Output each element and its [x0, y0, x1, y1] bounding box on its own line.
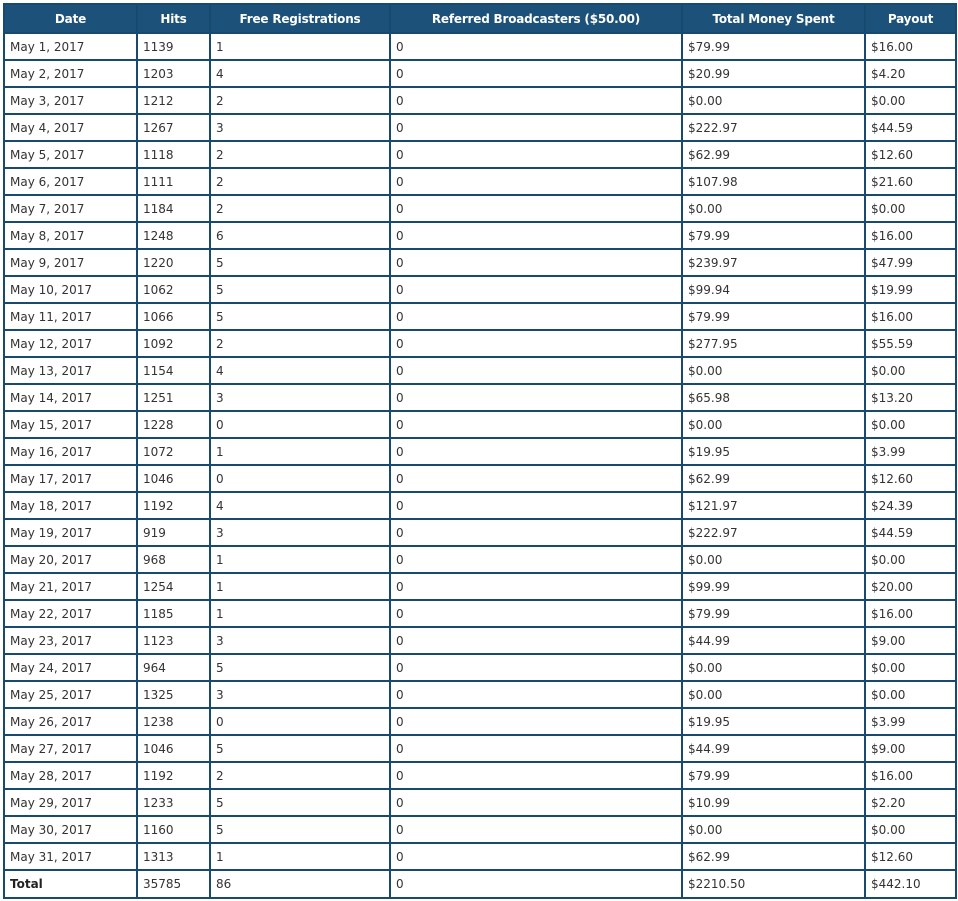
table-row [4, 816, 956, 843]
cell-payout: $55.59 [865, 330, 956, 357]
cell-payout: $0.00 [865, 87, 956, 114]
cell-total-money-spent: $0.00 [682, 411, 865, 438]
cell-hits: 1111 [137, 168, 210, 195]
cell-date: May 24, 2017 [4, 654, 137, 681]
table-row [4, 114, 956, 141]
cell-referred-broadcasters: 0 [390, 33, 682, 60]
cell-referred-broadcasters: 0 [390, 762, 682, 789]
cell-referred-broadcasters: 0 [390, 87, 682, 114]
cell-payout: $16.00 [865, 222, 956, 249]
cell-total-money-spent: $0.00 [682, 195, 865, 222]
cell-payout: $16.00 [865, 33, 956, 60]
cell-referred-broadcasters: 0 [390, 141, 682, 168]
total-row [4, 870, 956, 898]
cell-hits: 1118 [137, 141, 210, 168]
cell-referred-broadcasters: 0 [390, 654, 682, 681]
cell-hits: 1192 [137, 762, 210, 789]
cell-payout: $0.00 [865, 411, 956, 438]
cell-hits: 1192 [137, 492, 210, 519]
cell-free-registrations: 5 [210, 816, 390, 843]
cell-date: May 11, 2017 [4, 303, 137, 330]
cell-referred-broadcasters: 0 [390, 195, 682, 222]
cell-date: May 14, 2017 [4, 384, 137, 411]
cell-payout: $0.00 [865, 681, 956, 708]
cell-free-registrations: 2 [210, 87, 390, 114]
cell-date: May 4, 2017 [4, 114, 137, 141]
cell-payout: $12.60 [865, 843, 956, 870]
cell-referred-broadcasters: 0 [390, 843, 682, 870]
cell-hits: 1313 [137, 843, 210, 870]
cell-date: May 22, 2017 [4, 600, 137, 627]
cell-hits: 1123 [137, 627, 210, 654]
cell-referred-broadcasters: 0 [390, 519, 682, 546]
cell-total-money-spent: $79.99 [682, 33, 865, 60]
cell-payout: $16.00 [865, 600, 956, 627]
cell-hits: 1154 [137, 357, 210, 384]
cell-date: May 1, 2017 [4, 33, 137, 60]
header-total-money-spent: Total Money Spent [682, 4, 865, 33]
header-free-registrations: Free Registrations [210, 4, 390, 33]
table-row [4, 681, 956, 708]
table-row [4, 492, 956, 519]
cell-total-money-spent: $79.99 [682, 600, 865, 627]
cell-hits: 919 [137, 519, 210, 546]
cell-payout: $4.20 [865, 60, 956, 87]
stats-table [3, 3, 957, 899]
cell-date: May 10, 2017 [4, 276, 137, 303]
table-row [4, 708, 956, 735]
cell-free-registrations: 2 [210, 762, 390, 789]
cell-referred-broadcasters: 0 [390, 114, 682, 141]
cell-date: May 13, 2017 [4, 357, 137, 384]
cell-date: May 17, 2017 [4, 465, 137, 492]
table-row [4, 600, 956, 627]
cell-date: May 29, 2017 [4, 789, 137, 816]
cell-referred-broadcasters: 0 [390, 168, 682, 195]
cell-total-money-spent: $0.00 [682, 87, 865, 114]
header-row [4, 4, 956, 33]
cell-referred-broadcasters: 0 [390, 330, 682, 357]
cell-total-money-spent: $222.97 [682, 519, 865, 546]
cell-hits: 1228 [137, 411, 210, 438]
cell-referred-broadcasters: 0 [390, 249, 682, 276]
cell-date: May 20, 2017 [4, 546, 137, 573]
total-money-spent: $2210.50 [682, 870, 865, 898]
cell-free-registrations: 3 [210, 627, 390, 654]
cell-free-registrations: 2 [210, 141, 390, 168]
cell-total-money-spent: $65.98 [682, 384, 865, 411]
cell-date: May 12, 2017 [4, 330, 137, 357]
cell-hits: 1066 [137, 303, 210, 330]
cell-free-registrations: 5 [210, 276, 390, 303]
cell-total-money-spent: $79.99 [682, 303, 865, 330]
cell-free-registrations: 4 [210, 357, 390, 384]
cell-total-money-spent: $239.97 [682, 249, 865, 276]
cell-referred-broadcasters: 0 [390, 735, 682, 762]
cell-total-money-spent: $79.99 [682, 762, 865, 789]
cell-hits: 1184 [137, 195, 210, 222]
cell-date: May 23, 2017 [4, 627, 137, 654]
cell-date: May 15, 2017 [4, 411, 137, 438]
cell-hits: 1072 [137, 438, 210, 465]
cell-payout: $3.99 [865, 438, 956, 465]
cell-total-money-spent: $19.95 [682, 708, 865, 735]
cell-payout: $19.99 [865, 276, 956, 303]
cell-hits: 1139 [137, 33, 210, 60]
cell-referred-broadcasters: 0 [390, 222, 682, 249]
cell-free-registrations: 5 [210, 654, 390, 681]
cell-payout: $9.00 [865, 627, 956, 654]
cell-hits: 1212 [137, 87, 210, 114]
cell-hits: 1046 [137, 735, 210, 762]
cell-payout: $44.59 [865, 114, 956, 141]
cell-hits: 1238 [137, 708, 210, 735]
cell-total-money-spent: $99.99 [682, 573, 865, 600]
cell-total-money-spent: $62.99 [682, 465, 865, 492]
cell-date: May 26, 2017 [4, 708, 137, 735]
cell-date: May 25, 2017 [4, 681, 137, 708]
cell-hits: 964 [137, 654, 210, 681]
table-row [4, 843, 956, 870]
cell-payout: $24.39 [865, 492, 956, 519]
cell-date: May 31, 2017 [4, 843, 137, 870]
header-date: Date [4, 4, 137, 33]
cell-total-money-spent: $0.00 [682, 357, 865, 384]
cell-total-money-spent: $10.99 [682, 789, 865, 816]
cell-payout: $0.00 [865, 816, 956, 843]
cell-free-registrations: 1 [210, 600, 390, 627]
table-row [4, 249, 956, 276]
cell-free-registrations: 3 [210, 681, 390, 708]
cell-referred-broadcasters: 0 [390, 276, 682, 303]
cell-total-money-spent: $19.95 [682, 438, 865, 465]
table-row [4, 573, 956, 600]
cell-date: May 21, 2017 [4, 573, 137, 600]
cell-date: May 6, 2017 [4, 168, 137, 195]
table-row [4, 411, 956, 438]
table-row [4, 519, 956, 546]
cell-free-registrations: 1 [210, 33, 390, 60]
header-payout: Payout [865, 4, 956, 33]
cell-free-registrations: 6 [210, 222, 390, 249]
table-row [4, 438, 956, 465]
cell-hits: 1254 [137, 573, 210, 600]
cell-total-money-spent: $44.99 [682, 735, 865, 762]
cell-payout: $44.59 [865, 519, 956, 546]
cell-referred-broadcasters: 0 [390, 789, 682, 816]
cell-referred-broadcasters: 0 [390, 357, 682, 384]
cell-hits: 1251 [137, 384, 210, 411]
cell-referred-broadcasters: 0 [390, 411, 682, 438]
cell-payout: $2.20 [865, 789, 956, 816]
cell-total-money-spent: $99.94 [682, 276, 865, 303]
cell-free-registrations: 0 [210, 708, 390, 735]
cell-payout: $16.00 [865, 762, 956, 789]
cell-payout: $12.60 [865, 141, 956, 168]
cell-free-registrations: 0 [210, 465, 390, 492]
cell-payout: $3.99 [865, 708, 956, 735]
cell-total-money-spent: $0.00 [682, 816, 865, 843]
cell-referred-broadcasters: 0 [390, 573, 682, 600]
cell-free-registrations: 4 [210, 492, 390, 519]
table-row [4, 222, 956, 249]
cell-referred-broadcasters: 0 [390, 681, 682, 708]
total-payout: $442.10 [865, 870, 956, 898]
table-row [4, 735, 956, 762]
cell-hits: 1062 [137, 276, 210, 303]
cell-hits: 1046 [137, 465, 210, 492]
cell-total-money-spent: $0.00 [682, 681, 865, 708]
cell-free-registrations: 5 [210, 735, 390, 762]
table-row [4, 384, 956, 411]
table-row [4, 195, 956, 222]
cell-hits: 1092 [137, 330, 210, 357]
cell-date: May 16, 2017 [4, 438, 137, 465]
cell-free-registrations: 2 [210, 168, 390, 195]
cell-total-money-spent: $277.95 [682, 330, 865, 357]
table-row [4, 303, 956, 330]
cell-hits: 1325 [137, 681, 210, 708]
cell-free-registrations: 4 [210, 60, 390, 87]
total-hits: 35785 [137, 870, 210, 898]
cell-referred-broadcasters: 0 [390, 708, 682, 735]
cell-date: May 5, 2017 [4, 141, 137, 168]
cell-date: May 3, 2017 [4, 87, 137, 114]
cell-total-money-spent: $0.00 [682, 546, 865, 573]
cell-total-money-spent: $121.97 [682, 492, 865, 519]
cell-free-registrations: 3 [210, 519, 390, 546]
cell-free-registrations: 1 [210, 438, 390, 465]
cell-date: May 8, 2017 [4, 222, 137, 249]
cell-free-registrations: 1 [210, 843, 390, 870]
table-row [4, 276, 956, 303]
cell-hits: 1220 [137, 249, 210, 276]
cell-free-registrations: 5 [210, 789, 390, 816]
cell-total-money-spent: $79.99 [682, 222, 865, 249]
cell-hits: 1267 [137, 114, 210, 141]
cell-date: May 19, 2017 [4, 519, 137, 546]
cell-free-registrations: 2 [210, 195, 390, 222]
header-referred-broadcasters: Referred Broadcasters ($50.00) [390, 4, 682, 33]
cell-date: May 2, 2017 [4, 60, 137, 87]
cell-referred-broadcasters: 0 [390, 600, 682, 627]
cell-referred-broadcasters: 0 [390, 627, 682, 654]
cell-total-money-spent: $62.99 [682, 141, 865, 168]
cell-referred-broadcasters: 0 [390, 465, 682, 492]
cell-date: May 7, 2017 [4, 195, 137, 222]
cell-free-registrations: 3 [210, 384, 390, 411]
table-row [4, 33, 956, 60]
table-row [4, 762, 956, 789]
cell-date: May 9, 2017 [4, 249, 137, 276]
cell-date: May 28, 2017 [4, 762, 137, 789]
table-row [4, 654, 956, 681]
table-row [4, 87, 956, 114]
cell-referred-broadcasters: 0 [390, 60, 682, 87]
cell-payout: $9.00 [865, 735, 956, 762]
cell-free-registrations: 1 [210, 573, 390, 600]
table-row [4, 546, 956, 573]
cell-date: May 27, 2017 [4, 735, 137, 762]
cell-total-money-spent: $107.98 [682, 168, 865, 195]
table-row [4, 168, 956, 195]
cell-payout: $0.00 [865, 654, 956, 681]
cell-total-money-spent: $222.97 [682, 114, 865, 141]
cell-free-registrations: 5 [210, 249, 390, 276]
cell-payout: $0.00 [865, 357, 956, 384]
cell-hits: 1185 [137, 600, 210, 627]
table-row [4, 141, 956, 168]
total-free-registrations: 86 [210, 870, 390, 898]
cell-hits: 1160 [137, 816, 210, 843]
table-row [4, 60, 956, 87]
cell-total-money-spent: $20.99 [682, 60, 865, 87]
cell-referred-broadcasters: 0 [390, 492, 682, 519]
total-referred-broadcasters: 0 [390, 870, 682, 898]
cell-date: May 30, 2017 [4, 816, 137, 843]
table-row [4, 465, 956, 492]
cell-payout: $20.00 [865, 573, 956, 600]
header-hits: Hits [137, 4, 210, 33]
cell-payout: $13.20 [865, 384, 956, 411]
cell-referred-broadcasters: 0 [390, 438, 682, 465]
table-body [4, 33, 956, 870]
cell-referred-broadcasters: 0 [390, 546, 682, 573]
cell-hits: 1233 [137, 789, 210, 816]
cell-free-registrations: 0 [210, 411, 390, 438]
cell-payout: $21.60 [865, 168, 956, 195]
cell-total-money-spent: $0.00 [682, 654, 865, 681]
cell-free-registrations: 5 [210, 303, 390, 330]
cell-payout: $0.00 [865, 546, 956, 573]
table-row [4, 357, 956, 384]
cell-referred-broadcasters: 0 [390, 816, 682, 843]
cell-date: May 18, 2017 [4, 492, 137, 519]
total-label: Total [4, 870, 137, 898]
cell-free-registrations: 2 [210, 330, 390, 357]
cell-total-money-spent: $44.99 [682, 627, 865, 654]
cell-payout: $16.00 [865, 303, 956, 330]
cell-payout: $12.60 [865, 465, 956, 492]
cell-total-money-spent: $62.99 [682, 843, 865, 870]
table-row [4, 789, 956, 816]
table-row [4, 330, 956, 357]
cell-hits: 1203 [137, 60, 210, 87]
cell-referred-broadcasters: 0 [390, 303, 682, 330]
cell-free-registrations: 3 [210, 114, 390, 141]
cell-hits: 968 [137, 546, 210, 573]
cell-free-registrations: 1 [210, 546, 390, 573]
table-row [4, 627, 956, 654]
cell-hits: 1248 [137, 222, 210, 249]
cell-payout: $47.99 [865, 249, 956, 276]
cell-payout: $0.00 [865, 195, 956, 222]
cell-referred-broadcasters: 0 [390, 384, 682, 411]
